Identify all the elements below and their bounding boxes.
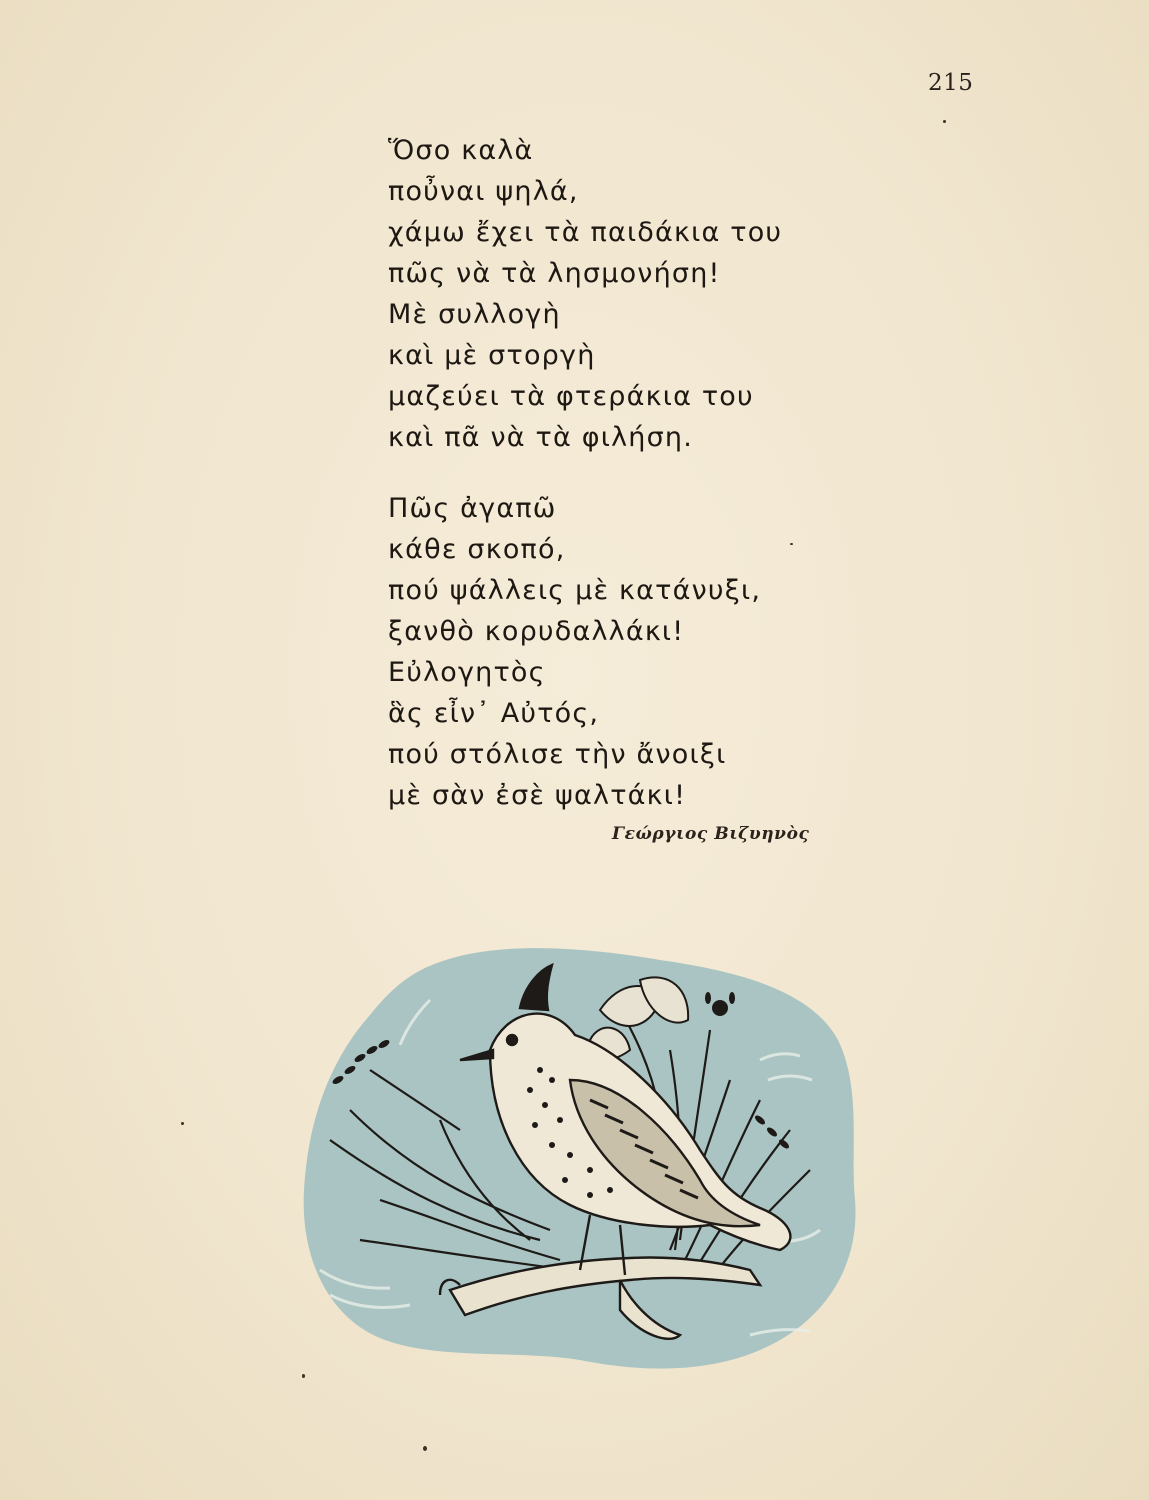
verse-line: κάθε σκοπό,: [388, 534, 566, 565]
lark-illustration: [290, 940, 870, 1380]
verse-line: ἃς εἶν᾽ Αὐτός,: [388, 698, 600, 729]
poem-stanza-1: [388, 130, 782, 458]
verse-line: Εὐλογητὸς: [388, 657, 546, 688]
poem-author: Γεώργιος Βιζυηνὸς: [612, 824, 810, 844]
verse-line: μαζεύει τὰ φτεράκια του: [388, 381, 754, 412]
verse-line: χάμω ἔχει τὰ παιδάκια του: [388, 217, 783, 248]
verse-line: καὶ πᾶ νὰ τὰ φιλήση.: [388, 422, 694, 453]
verse-line: Πῶς ἀγαπῶ: [388, 493, 557, 524]
paper-speck: [790, 543, 793, 545]
verse-line: πού ψάλλεις μὲ κατάνυξι,: [388, 575, 762, 606]
verse-line: πῶς νὰ τὰ λησμονήση!: [388, 258, 721, 289]
verse-line: Μὲ συλλογὴ: [388, 299, 561, 330]
verse-line: ξανθὸ κορυδαλλάκι!: [388, 616, 685, 647]
verse-line: μὲ σὰν ἐσὲ ψαλτάκι!: [388, 780, 687, 811]
paper-speck: [302, 1374, 305, 1378]
poem-stanza-2: [388, 488, 761, 816]
verse-line: ποὖναι ψηλά,: [388, 176, 579, 207]
paper-speck: [423, 1446, 427, 1451]
verse-line: καὶ μὲ στοργὴ: [388, 340, 596, 371]
paper-speck: [943, 120, 946, 123]
verse-line: πού στόλισε τὴν ἄνοιξι: [388, 739, 727, 770]
verse-line: Ὅσο καλὰ: [388, 135, 534, 166]
page-number: 215: [928, 70, 974, 96]
paper-speck: [181, 1122, 184, 1125]
